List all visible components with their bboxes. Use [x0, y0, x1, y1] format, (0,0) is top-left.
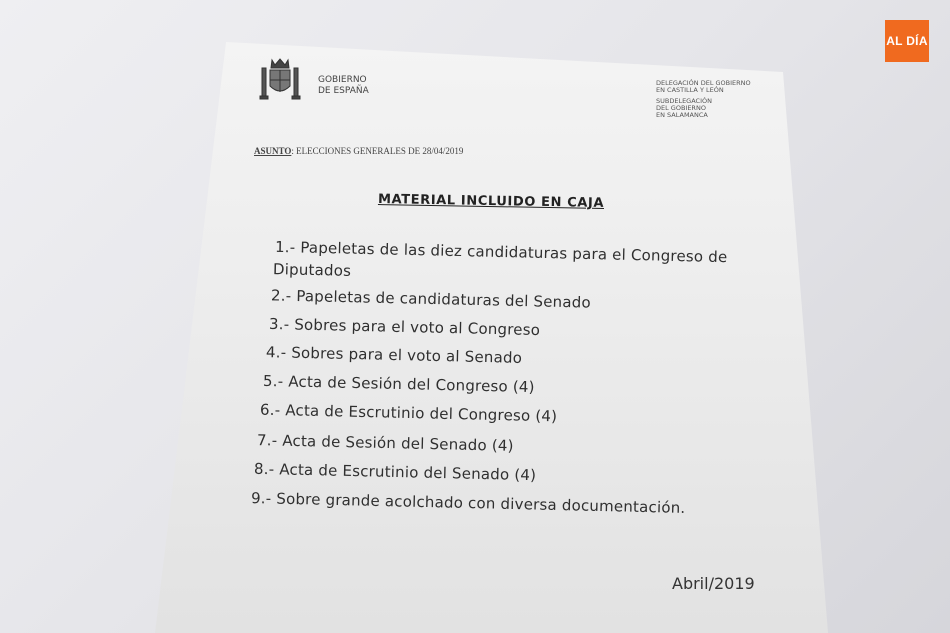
subdelegacion-line-2: DEL GOBIERNO [656, 104, 706, 112]
list-item-1: 1.- Papeletas de las diez candidaturas para el Congreso de [274, 237, 728, 267]
list-item-4: 4.- Sobres para el voto al Senado [265, 343, 523, 367]
list-item-1-continuation: Diputados [272, 260, 352, 280]
document-title: MATERIAL INCLUIDO EN CAJA [377, 192, 605, 211]
list-item-5: 5.- Acta de Sesión del Congreso (4) [262, 371, 535, 397]
gobierno-line-2: DE ESPAÑA [318, 86, 369, 96]
list-item-6: 6.- Acta de Escrutinio del Congreso (4) [259, 400, 558, 426]
list-item-9: 9.- Sobre grande acolchado con diversa documentación. [250, 489, 686, 517]
coat-of-arms-icon [258, 56, 302, 102]
subdelegacion-line-1: SUBDELEGACIÓN [656, 97, 712, 105]
asunto-line [254, 146, 463, 156]
list-item-3: 3.- Sobres para el voto al Congreso [268, 314, 541, 340]
asunto-text: : ELECCIONES GENERALES DE 28/04/2019 [291, 146, 464, 156]
delegacion-line-2: EN CASTILLA Y LEÓN [656, 86, 724, 94]
asunto-label: ASUNTO [254, 146, 292, 156]
list-item-8: 8.- Acta de Escrutinio del Senado (4) [253, 459, 537, 485]
list-item-7: 7.- Acta de Sesión del Senado (4) [256, 431, 514, 455]
list-item-2: 2.- Papeletas de candidaturas del Senado [270, 286, 592, 312]
watermark-logo: AL DÍA [885, 20, 929, 62]
document-date: Abril/2019 [672, 574, 755, 593]
subdelegacion-line-3: EN SALAMANCA [656, 111, 708, 119]
gobierno-line-1: GOBIERNO [318, 75, 367, 85]
delegacion-line-1: DELEGACIÓN DEL GOBIERNO [656, 79, 751, 87]
